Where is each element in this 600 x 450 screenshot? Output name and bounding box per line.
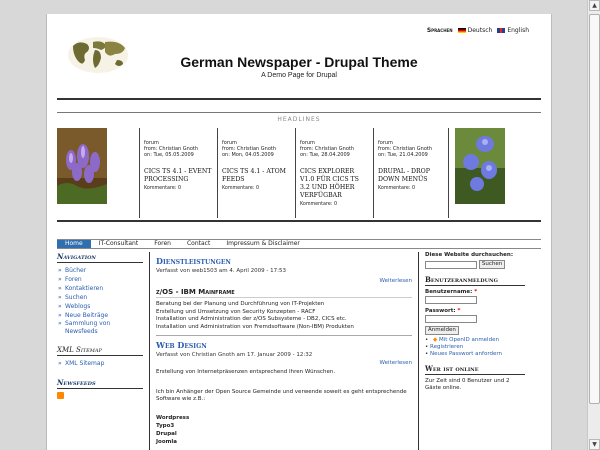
who-online-title: Wer ist online <box>425 364 525 375</box>
list-item: Joomla <box>156 438 177 445</box>
xml-sitemap-title: XML Sitemap <box>57 346 143 356</box>
read-more-link[interactable]: Weiterlesen <box>379 360 412 366</box>
list-item: Typo3 <box>156 422 175 429</box>
node-body: Ich bin Anhänger der Open Source Gemeinde und verwende soweit es geht entsprechende Software wie z.B.: <box>156 388 407 402</box>
menu-item-foren[interactable]: » Foren <box>57 275 143 284</box>
tab-contact[interactable]: Contact <box>186 240 211 247</box>
headline-date: on: Tue, 28.04.2009 <box>300 152 350 158</box>
headline-comments: Kommentare: 0 <box>378 186 416 191</box>
newsfeeds-title: Newsfeeds <box>57 378 143 389</box>
menu-item-suchen[interactable]: » Suchen <box>57 293 143 302</box>
headlines-bottom-rule <box>57 220 541 222</box>
flag-de-icon <box>458 28 466 33</box>
required-mark: * <box>474 289 478 295</box>
node-meta: Verfasst von web1503 am 4. April 2009 - 17:53 <box>156 268 287 274</box>
menu-item-kontaktieren[interactable]: » Kontaktieren <box>57 284 143 293</box>
headline-title[interactable]: CICS EXPLORER V1.0 FÜR CICS TS 3.2 UND HÖHER VERFÜGBAR <box>300 168 359 199</box>
password-input[interactable] <box>425 315 477 323</box>
menu-item-buecher[interactable]: » Bücher <box>57 266 143 275</box>
headline-type: forum <box>378 140 393 146</box>
tab-impressum[interactable]: Impressum & Disclaimer <box>226 240 300 247</box>
new-password-link[interactable]: • Neues Passwort anfordern <box>425 351 525 358</box>
bluebell-photo-right <box>455 128 505 204</box>
headline-date: on: Tue, 05.05.2009 <box>144 152 194 158</box>
menu-item-weblogs[interactable]: » Weblogs <box>57 302 143 311</box>
headlines-rule <box>57 112 541 113</box>
menu-item-sammlung[interactable]: » Sammlung von Newsfeeds <box>57 320 143 336</box>
headline-author: from: Christian Gnoth <box>378 146 433 152</box>
headlines-label: HEADLINES <box>277 116 321 123</box>
headline-author: from: Christian Gnoth <box>222 146 277 152</box>
body-line: Beratung bei der Planung und Durchführung von IT-Projekten <box>156 301 325 307</box>
page <box>46 14 552 450</box>
headline-item[interactable] <box>139 128 215 218</box>
site-slogan: A Demo Page for Drupal <box>261 72 337 79</box>
menu-item-neue-beitraege[interactable]: » Neue Beiträge <box>57 311 143 320</box>
tab-home[interactable]: Home <box>57 240 91 248</box>
headline-type: forum <box>222 140 237 146</box>
scroll-up-icon[interactable]: ▲ <box>589 0 600 11</box>
headline-comments: Kommentare: 0 <box>222 186 260 191</box>
headline-title[interactable]: CICS TS 4.1 - EVENT PROCESSING <box>144 168 212 183</box>
headline-item[interactable] <box>217 128 293 218</box>
crocus-photo-left <box>57 128 107 204</box>
scrollbar-thumb[interactable] <box>589 14 600 404</box>
list-item: Drupal <box>156 430 177 437</box>
language-switcher <box>427 27 529 34</box>
sidebar-right <box>425 252 525 392</box>
openid-link[interactable]: • ◆ Mit OpenID anmelden <box>425 337 525 344</box>
primary-nav <box>57 239 541 249</box>
rss-feed-icon[interactable] <box>57 392 64 399</box>
tab-foren[interactable]: Foren <box>154 240 171 247</box>
headline-date: on: Mon, 04.05.2009 <box>222 152 274 158</box>
node-subheading: z/OS - IBM Mainframe <box>156 288 412 298</box>
headline-item[interactable] <box>295 128 371 218</box>
body-line: Installation und Administration der z/OS Subsysteme - DB2, CICS etc. <box>156 316 347 322</box>
username-input[interactable] <box>425 296 477 304</box>
required-mark: * <box>457 308 461 314</box>
node-title[interactable]: Web Design <box>156 340 207 350</box>
flag-uk-icon <box>497 28 505 33</box>
username-label: Benutzername: * <box>425 289 478 295</box>
tab-it-consultant[interactable]: IT-Consultant <box>98 240 139 247</box>
body-line: Erstellung und Umsetzung von Security Konzepten - RACF <box>156 308 316 315</box>
headline-comments: Kommentare: 0 <box>300 202 338 207</box>
scroll-down-icon[interactable]: ▼ <box>589 439 600 450</box>
software-list <box>156 414 412 446</box>
search-input[interactable] <box>425 261 477 269</box>
headline-item[interactable] <box>373 128 449 218</box>
language-en[interactable]: English <box>497 27 529 34</box>
read-more-link[interactable]: Weiterlesen <box>379 278 412 284</box>
navigation-title: Navigation <box>57 252 143 263</box>
openid-icon: ◆ <box>433 337 438 343</box>
register-link[interactable]: • Registrieren <box>425 344 525 351</box>
who-online-text: Zur Zeit sind 0 Benutzer und 2 Gäste online. <box>425 378 510 391</box>
login-title: Benutzeranmeldung <box>425 275 525 286</box>
menu-item-xml-sitemap[interactable]: » XML Sitemap <box>57 359 143 368</box>
search-label: Diese Website durchsuchen: <box>425 252 514 258</box>
login-button[interactable]: Anmelden <box>425 326 459 335</box>
body-line: Installation und Administration von Fremdsoftware (Non-IBM) Produkten <box>156 323 354 330</box>
headline-author: from: Christian Gnoth <box>144 146 199 152</box>
headline-author: from: Christian Gnoth <box>300 146 355 152</box>
language-label: Sprachen <box>426 27 453 34</box>
headline-date: on: Tue, 21.04.2009 <box>378 152 428 158</box>
headline-title[interactable]: CICS TS 4.1 - ATOM FEEDS <box>222 168 286 183</box>
search-button[interactable]: Suchen <box>479 260 505 269</box>
vertical-scrollbar[interactable] <box>587 0 600 450</box>
node-body <box>156 301 412 331</box>
header-rule <box>57 98 541 100</box>
language-de[interactable]: Deutsch <box>458 27 493 34</box>
password-label: Passwort: * <box>425 308 461 314</box>
headline-type: forum <box>144 140 159 146</box>
list-item: Wordpress <box>156 414 190 421</box>
node-meta: Verfasst von Christian Gnoth am 17. Januar 2009 - 12:32 <box>156 352 313 358</box>
headline-comments: Kommentare: 0 <box>144 186 182 191</box>
main-content <box>149 252 419 450</box>
headline-type: forum <box>300 140 315 146</box>
node-divider <box>156 335 412 336</box>
headline-title[interactable]: DRUPAL - DROP DOWN MENÜS <box>378 168 430 183</box>
node-title[interactable]: Dienstleistungen <box>156 256 231 266</box>
site-title[interactable]: German Newspaper - Drupal Theme <box>180 54 418 70</box>
node-body: Erstellung von Internetpräsenzen entsprechend Ihren Wünschen. <box>156 369 336 375</box>
sidebar-left <box>57 252 143 401</box>
